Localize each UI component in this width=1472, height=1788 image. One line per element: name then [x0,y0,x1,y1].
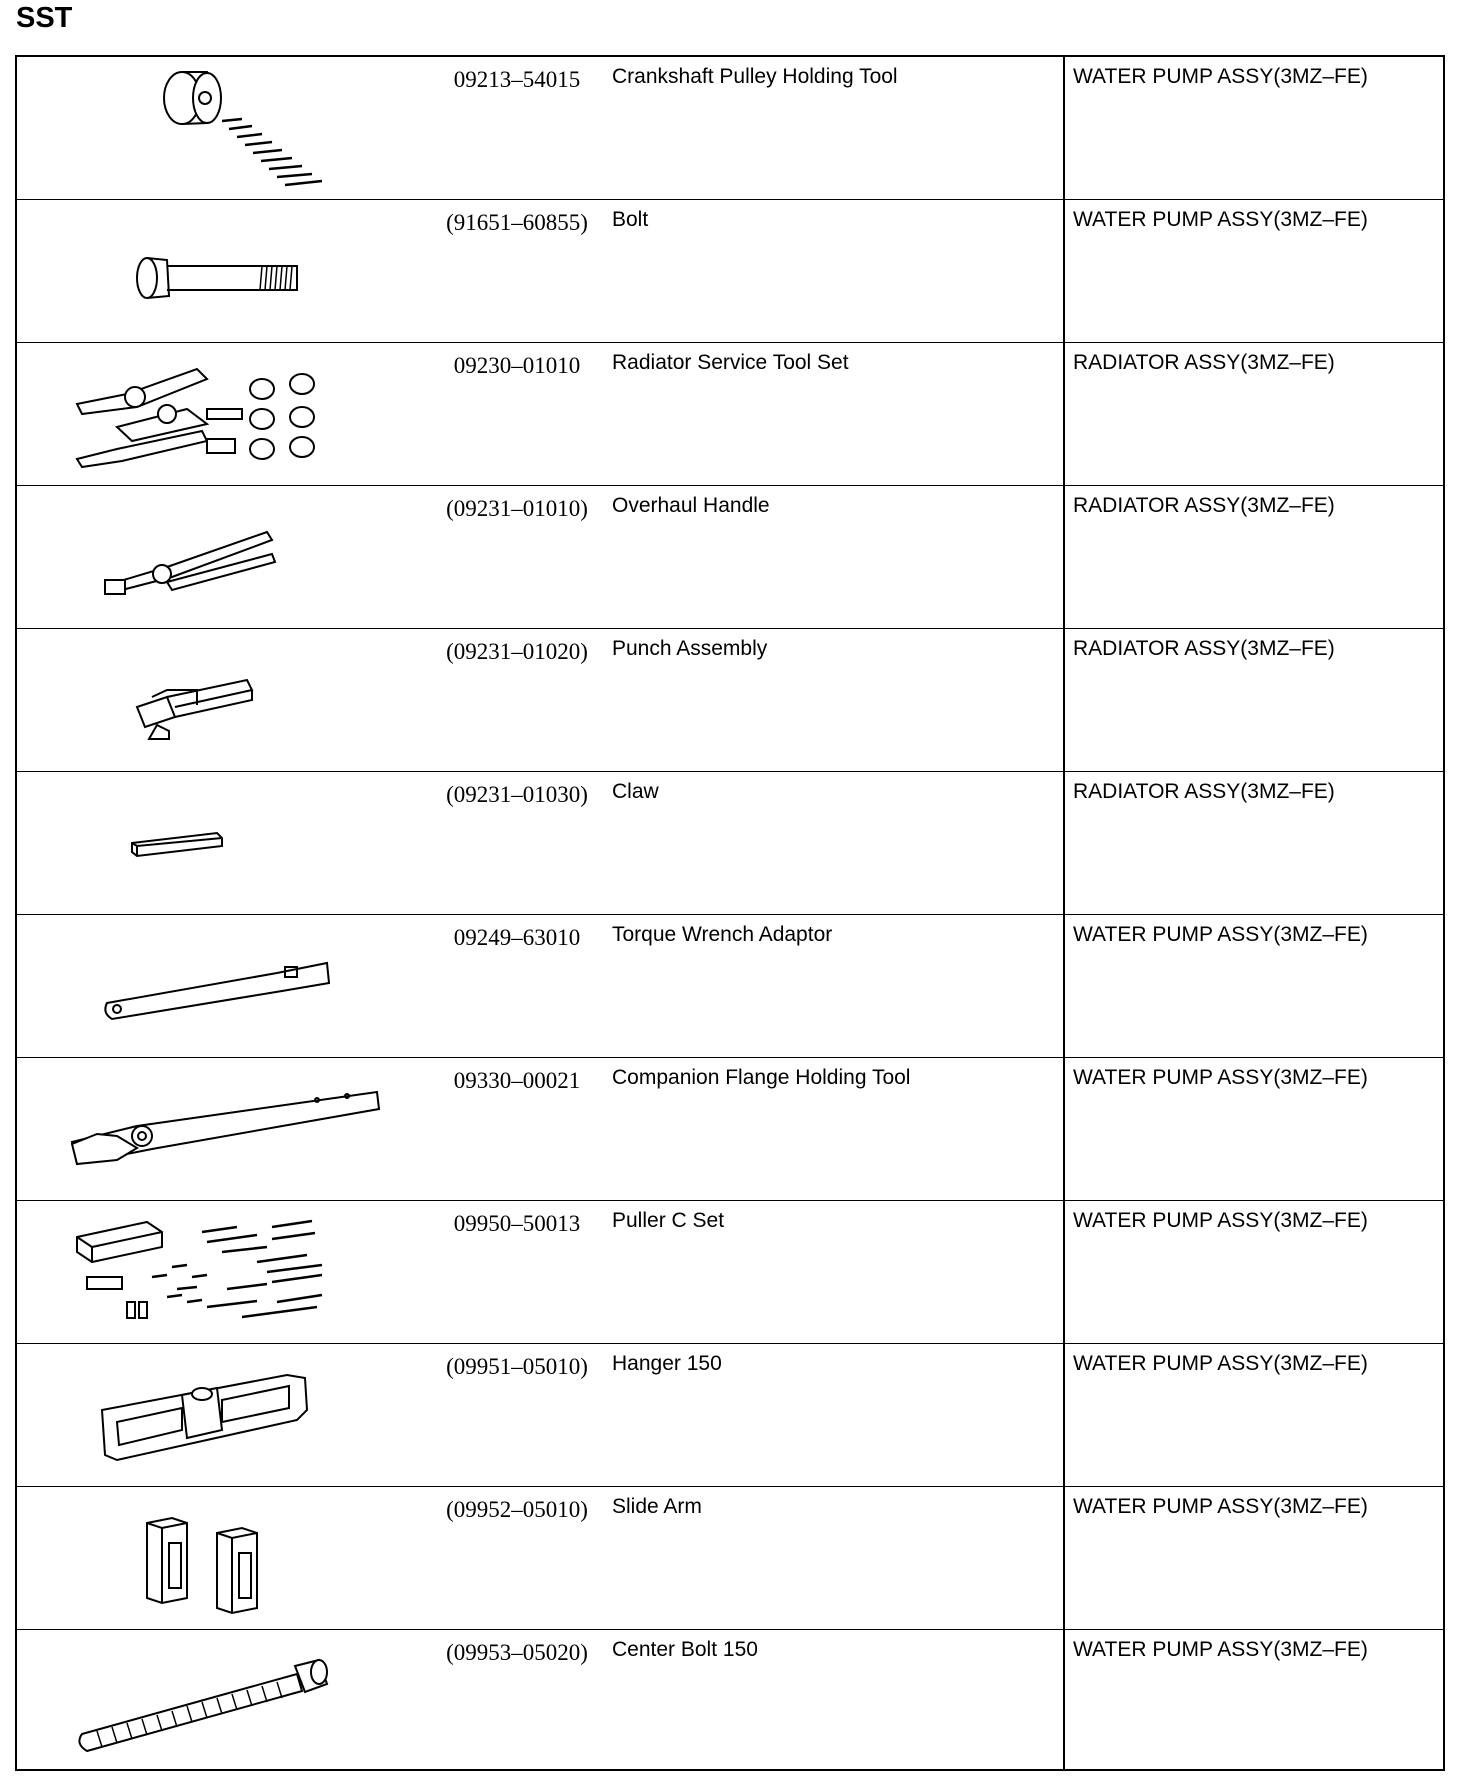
part-number: (09951–05010) [446,1354,588,1379]
tool-name: Punch Assembly [612,637,768,660]
column-divider [1063,915,1065,1057]
table-row [17,486,1443,629]
tool-name: Radiator Service Tool Set [612,351,849,374]
part-number: (09952–05010) [446,1497,588,1522]
table-row [17,200,1443,343]
radiator-service-tool-set-icon [57,349,397,479]
tool-name: Claw [612,780,659,803]
bolt-icon [57,206,397,336]
tool-name: Torque Wrench Adaptor [612,923,833,946]
tool-name: Overhaul Handle [612,494,770,517]
hanger-icon [57,1350,397,1480]
tool-name: Bolt [612,208,649,231]
table-row [17,1201,1443,1344]
tool-name: Puller C Set [612,1209,725,1232]
part-number: (09953–05020) [446,1640,588,1665]
table-row [17,629,1443,772]
column-divider [1063,1487,1065,1629]
tool-name: Hanger 150 [612,1352,722,1375]
column-divider [1063,57,1065,199]
puller-c-set-icon [57,1207,397,1337]
repair-section: WATER PUMP ASSY(3MZ–FE) [1073,1066,1368,1089]
repair-section: WATER PUMP ASSY(3MZ–FE) [1073,1209,1368,1232]
crankshaft-pulley-holding-tool-icon [57,63,397,193]
column-divider [1063,486,1065,628]
part-number: 09950–50013 [453,1211,581,1236]
table-row [17,1344,1443,1487]
column-divider [1063,200,1065,342]
torque-wrench-adaptor-icon [57,921,397,1051]
column-divider [1063,1344,1065,1486]
companion-flange-holding-tool-icon [57,1064,397,1194]
repair-section: WATER PUMP ASSY(3MZ–FE) [1073,1638,1368,1661]
repair-section: RADIATOR ASSY(3MZ–FE) [1073,351,1335,374]
part-number: 09330–00021 [453,1068,581,1093]
column-divider [1063,1630,1065,1769]
repair-section: RADIATOR ASSY(3MZ–FE) [1073,637,1335,660]
table-row [17,1058,1443,1201]
repair-section: RADIATOR ASSY(3MZ–FE) [1073,494,1335,517]
part-number: (09231–01020) [446,639,588,664]
slide-arm-icon [57,1493,397,1623]
column-divider [1063,1058,1065,1200]
table-row [17,1487,1443,1630]
column-divider [1063,1201,1065,1343]
column-divider [1063,772,1065,914]
table-row [17,57,1443,200]
tool-name: Center Bolt 150 [612,1638,758,1661]
tool-name: Companion Flange Holding Tool [612,1066,911,1089]
repair-section: WATER PUMP ASSY(3MZ–FE) [1073,65,1368,88]
center-bolt-icon [57,1636,397,1766]
part-number: 09213–54015 [453,67,581,92]
column-divider [1063,629,1065,771]
table-row [17,1630,1443,1769]
claw-icon [57,778,397,908]
part-number: 09249–63010 [453,925,581,950]
column-divider [1063,343,1065,485]
part-number: (09231–01010) [446,496,588,521]
repair-section: WATER PUMP ASSY(3MZ–FE) [1073,1352,1368,1375]
repair-section: RADIATOR ASSY(3MZ–FE) [1073,780,1335,803]
page-title: SST [16,2,73,34]
table-row [17,915,1443,1058]
punch-assembly-icon [57,635,397,765]
sst-table [15,55,1445,1771]
part-number: (91651–60855) [446,210,588,235]
repair-section: WATER PUMP ASSY(3MZ–FE) [1073,923,1368,946]
overhaul-handle-icon [57,492,397,622]
part-number: 09230–01010 [453,353,581,378]
table-row [17,343,1443,486]
repair-section: WATER PUMP ASSY(3MZ–FE) [1073,1495,1368,1518]
table-row [17,772,1443,915]
repair-section: WATER PUMP ASSY(3MZ–FE) [1073,208,1368,231]
tool-name: Crankshaft Pulley Holding Tool [612,65,898,88]
part-number: (09231–01030) [446,782,588,807]
tool-name: Slide Arm [612,1495,702,1518]
